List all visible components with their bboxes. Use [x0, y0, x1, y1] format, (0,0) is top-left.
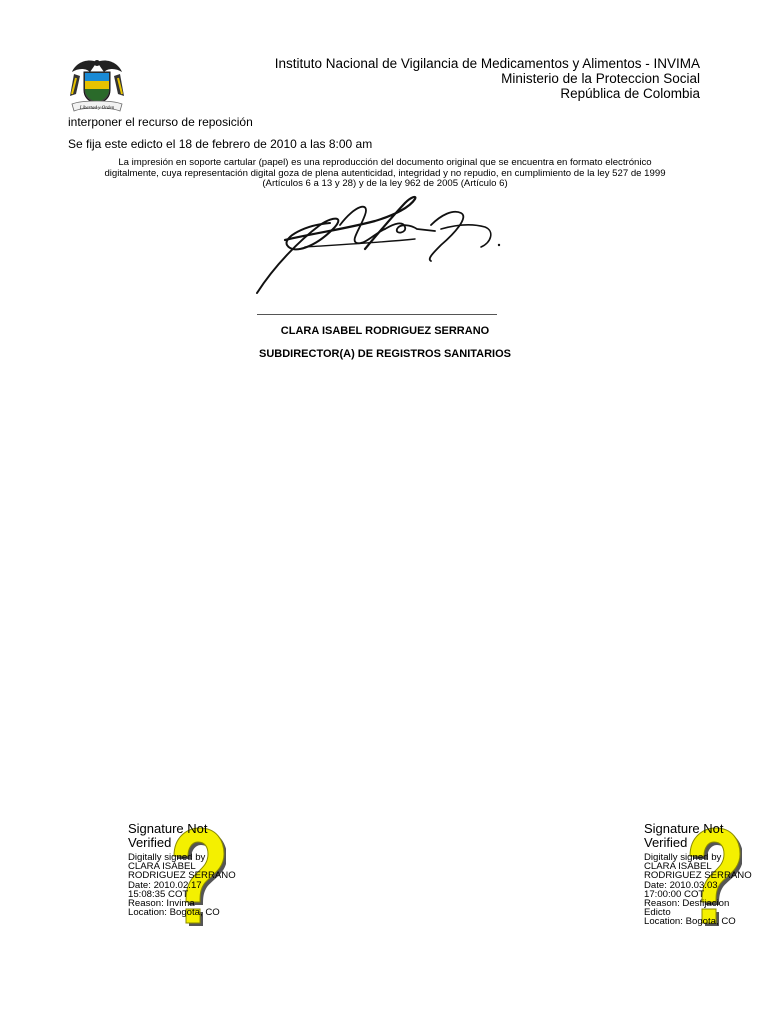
notice-line: digitalmente, cuya representación digital goza de plena autenticidad, integridad y no repudio, en cumplimiento de la ley 527 de 1999 [104, 167, 666, 179]
stamp-details: Digitally signed by CLARA ISABEL RODRIGUEZ SERRANO Date: 2010.02.17 15:08:35 COT Reason: Invima Location: Bogota, CO [128, 852, 236, 919]
body-line-2: Se fija este edicto el 18 de febrero de 2010 a las 8:00 am [68, 137, 373, 151]
stamp-title: Signature Not Verified [644, 821, 724, 850]
body-line-1: interponer el recurso de reposición [68, 115, 253, 129]
signature-stamp [128, 822, 258, 932]
country-name: República de Colombia [560, 86, 700, 101]
coat-of-arms-icon [66, 56, 128, 114]
signature-stamp [644, 822, 770, 932]
ministry-name: Ministerio de la Proteccion Social [501, 71, 700, 86]
stamp-details: Digitally signed by CLARA ISABEL RODRIGUEZ SERRANO Date: 2010.03.03 17:00:00 COT Reason: Desfijacion Edicto Location: Bogota, CO [644, 852, 752, 928]
notice-line: La impresión en soporte cartular (papel) es una reproducción del documento original que se encuentra en formato electrónico [118, 157, 652, 168]
notice-line: (Artículos 6 a 13 y 28) y de la ley 962 de 2005 (Artículo 6) [262, 178, 508, 189]
institute-name: Instituto Nacional de Vigilancia de Medicamentos y Alimentos - INVIMA [274, 56, 700, 71]
handwritten-signature [245, 185, 515, 305]
stamp-title: Signature Not Verified [128, 821, 208, 850]
signature-line [257, 314, 497, 315]
signer-title: SUBDIRECTOR(A) DE REGISTROS SANITARIOS [259, 348, 511, 360]
signer-name: CLARA ISABEL RODRIGUEZ SERRANO [280, 325, 490, 337]
svg-text:Libertad y Orden: Libertad y Orden [79, 106, 115, 111]
document-header [275, 56, 700, 101]
